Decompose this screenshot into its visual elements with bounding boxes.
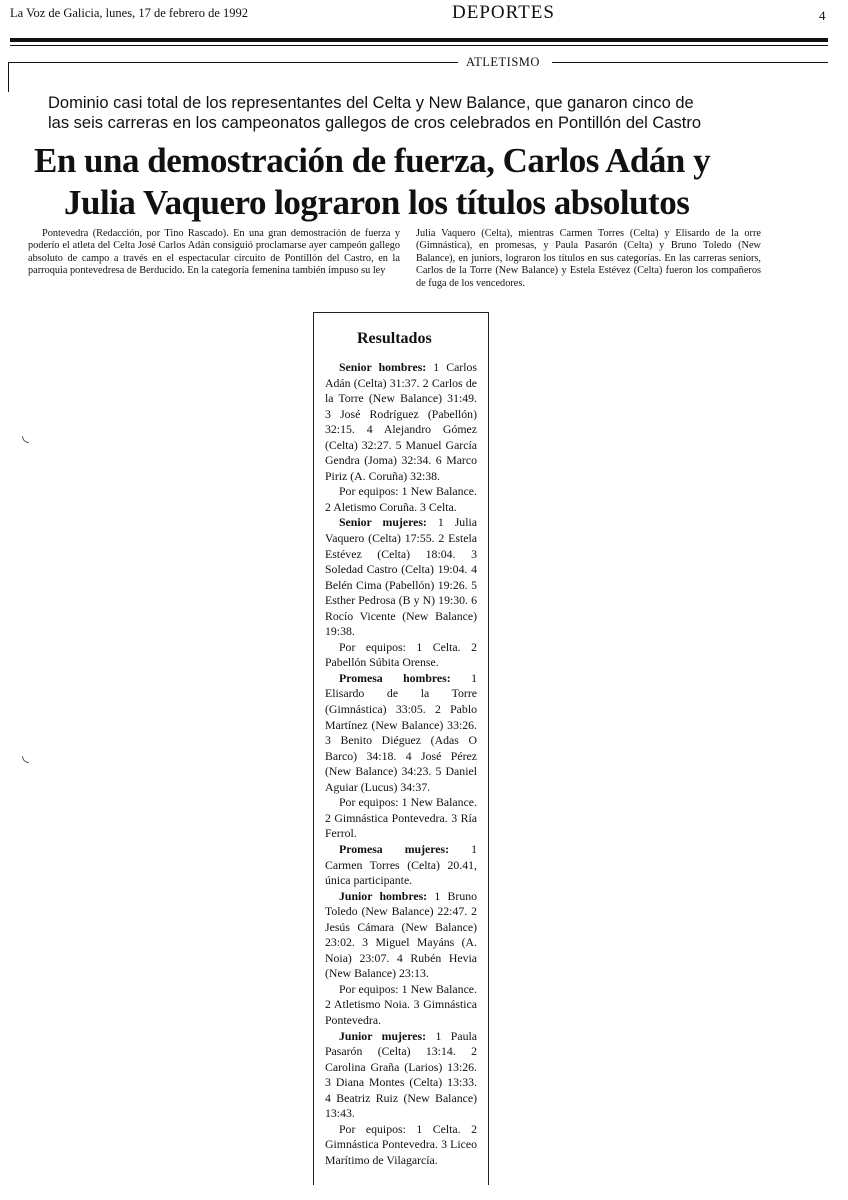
body-column-2 [416,228,761,290]
punch-hole-mark: ◟ [22,745,29,765]
result-category: Senior mujeres: [339,515,427,530]
subheadline [48,93,793,133]
result-text: Por equipos: 1 New Balance. 2 Aletismo Coruña. 3 Celta. [325,484,477,514]
body-column-1 [28,228,400,278]
kicker-label: ATLETISMO [466,55,540,69]
result-text: 1 Carmen Torres (Celta) 20.41, única participante. [325,841,477,888]
results-list [325,360,477,1168]
result-text: Por equipos: 1 Celta. 2 Pabellón Súbita Orense. [325,639,477,670]
result-category: Junior mujeres: [339,1028,426,1043]
result-entry [325,515,477,639]
page-number: 4 [819,8,826,23]
result-text: Por equipos: 1 Celta. 2 Gimnástica Pontevedra. 3 Liceo Marítimo de Vilagarcía. [325,1121,477,1167]
result-text: Por equipos: 1 New Balance. 2 Gimnástica Pontevedra. 3 Ría Ferrol. [325,795,477,841]
subheadline-line-2: las seis carreras en los campeonatos gallegos de cros celebrados en Pontillón del Castro [48,114,702,132]
section-title: DEPORTES [452,2,555,23]
headline-line-1: En una demostración de fuerza, Carlos Adán y [34,141,711,180]
result-category: Promesa hombres: [339,670,451,685]
result-category: Senior hombres: [339,360,427,374]
punch-hole-mark: ◟ [22,425,29,445]
result-text: 1 Elisardo de la Torre (Gimnástica) 33:05. 2 Pablo Martínez (New Balance) 33:26. 3 Benito Diéguez (Adas O Barco) 34:18. 4 José Pérez (New Balance) 34:23. 5 Daniel Aguiar (Lucus) 34:37. [325,670,477,794]
result-category: Junior hombres: [339,888,428,903]
result-text: Por equipos: 1 New Balance. 2 Atletismo Noia. 3 Gimnástica Pontevedra. [325,981,477,1027]
result-entry [325,982,477,1029]
result-entry [325,889,477,982]
result-entry [325,1029,477,1122]
results-title: Resultados [357,330,432,347]
body-paragraph-1: Pontevedra (Redacción, por Tino Rascado). En una gran demostración de fuerza y poderío el atleta del Celta José Carlos Adán consiguió proclamarse ayer campeón gallego absoluto de campo a través en el espectacular circuito de Pontillón del Castro, en la parroquia pontevedresa de Berducido. En la categoría femenina también impuso su ley [28,228,400,277]
result-text: 1 Carlos Adán (Celta) 31:37. 2 Carlos de la Torre (New Balance) 31:49. 3 José Rodríguez (Pabellón) 32:15. 4 Alejandro Gómez (Celta) 32:27. 5 Manuel García Gendra (Joma) 32:34. 6 Marco Piriz (A. Coruña) 32:38. [325,360,477,483]
body-paragraph-2: Julia Vaquero (Celta), mientras Carmen Torres (Celta) y Elisardo de la orre (Gimnástica), en promesas, y Paula Pasarón (Celta) y Bruno Toledo (New Balance), en juniors, lograron los títulos en sus categorías. En las carreras seniors, Carlos de la Torre (New Balance) y Estela Estévez (Celta) fueron los compañeros de fuga de los vencedores. [416,228,761,289]
result-entry [325,360,477,484]
result-entry [325,671,477,795]
headline-line-2: Julia Vaquero lograron los títulos absolutos [64,183,690,222]
result-entry [325,842,477,889]
headline [34,140,804,224]
article-frame-top-left [8,62,458,63]
newspaper-date: La Voz de Galicia, lunes, 17 de febrero de 1992 [10,6,249,20]
subheadline-line-1: Dominio casi total de los representantes del Celta y New Balance, que ganaron cinco de [48,94,694,112]
article-frame-top-right [552,62,828,63]
result-entry [325,1122,477,1169]
header-rule-thin [10,45,828,46]
header-rule-thick [10,38,828,42]
result-entry [325,484,477,515]
result-text: 1 Julia Vaquero (Celta) 17:55. 2 Estela Estévez (Celta) 18:04. 3 Soledad Castro (Celta) 19:04. 4 Belén Cima (Pabellón) 19:26. 5 Esther Pedrosa (B y N) 19:30. 6 Rocío Vicente (New Balance) 19:38. [325,515,477,639]
result-entry [325,795,477,842]
article-frame-left [8,62,9,92]
result-text: 1 Paula Pasarón (Celta) 13:14. 2 Carolina Graña (Larios) 13:26. 3 Diana Montes (Celta) 13:33. 4 Beatriz Ruiz (New Balance) 13:43. [325,1028,478,1121]
result-entry [325,640,477,671]
result-category: Promesa mujeres: [339,841,450,856]
result-text: 1 Bruno Toledo (New Balance) 22:47. 2 Jesús Cámara (New Balance) 23:02. 3 Miguel Mayáns (A. Noia) 23:07. 4 Rubén Hevia (New Balance) 23:13. [325,888,478,981]
